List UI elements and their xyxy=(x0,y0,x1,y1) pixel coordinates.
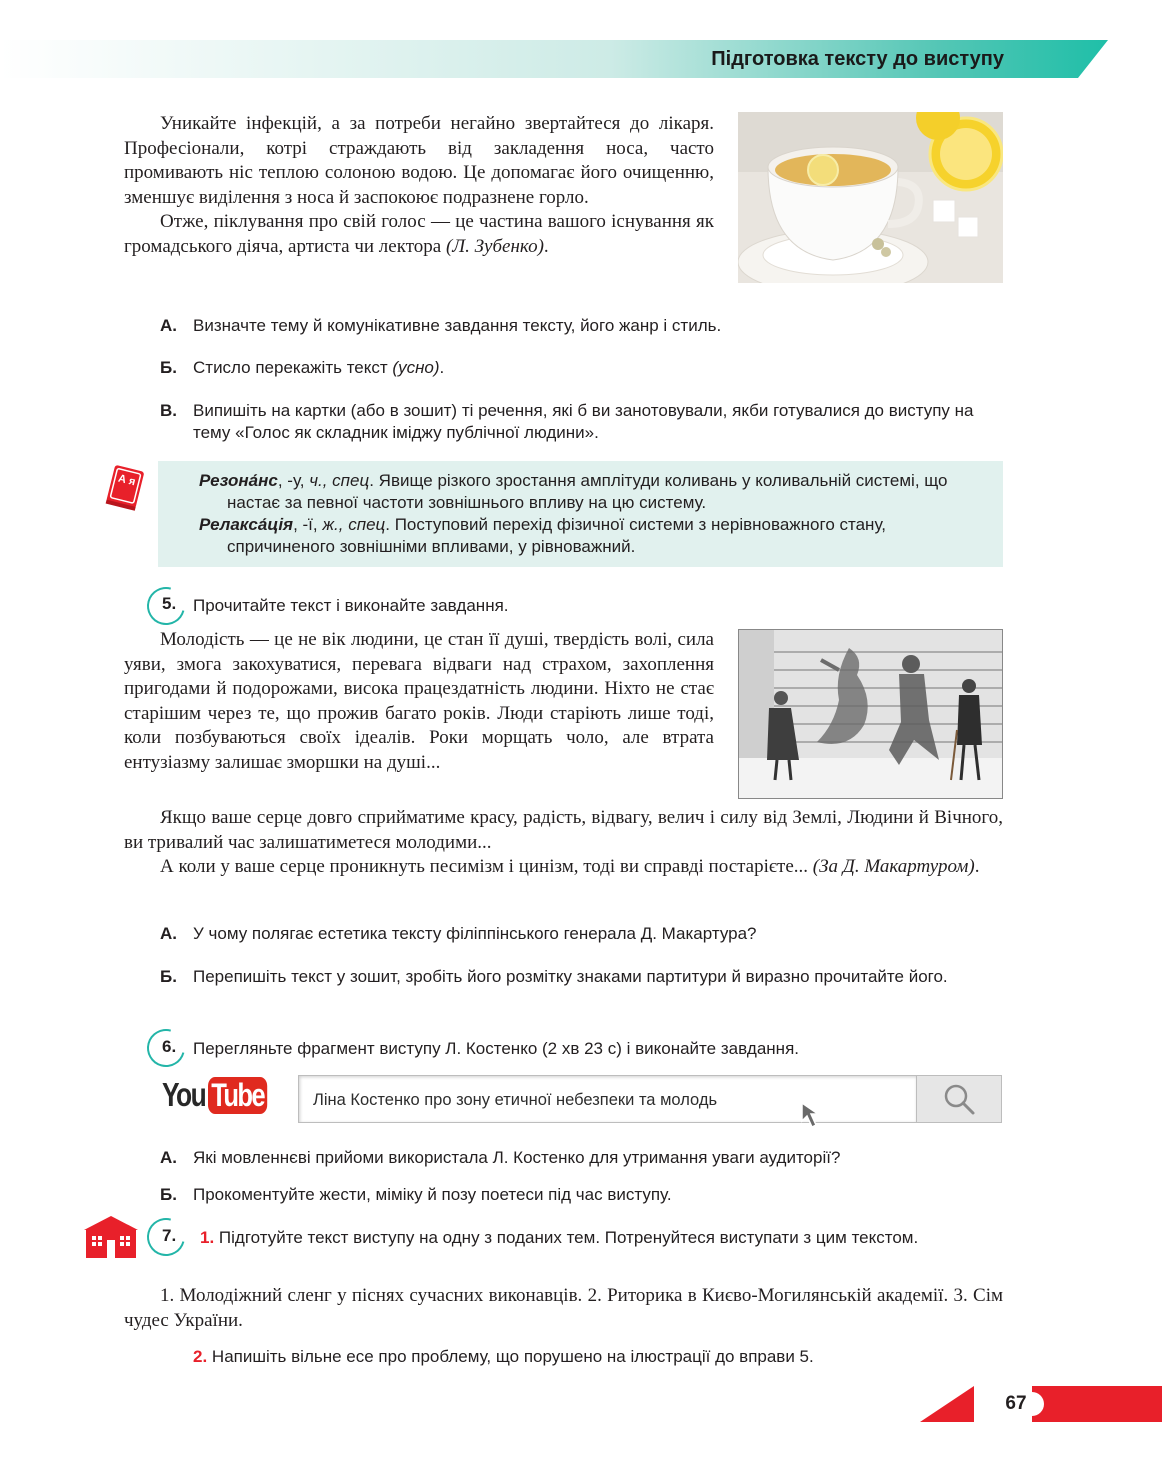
task-b-5 xyxy=(160,966,1005,988)
text-1-paragraph-2: Отже, піклування про свій голос — це частина вашого існування як громадського діяча, артиста чи лектора (Л. Зубенко). xyxy=(124,211,714,257)
task-letter: А. xyxy=(160,316,177,335)
mouse-cursor-icon xyxy=(800,1101,828,1131)
page-header-title: Підготовка тексту до виступу xyxy=(711,48,1004,70)
exercise-6-number: 6. xyxy=(162,1037,177,1056)
youtube-search-value: Ліна Костенко про зону етичної небезпеки та молодь xyxy=(313,1091,718,1109)
search-icon xyxy=(917,1076,1001,1122)
task-b-6 xyxy=(160,1184,1005,1206)
exercise-7-topics: 1. Молодіжний сленг у піснях сучасних виконавців. 2. Риторика в Києво-Могилянській академії. 3. Сім чудес України. xyxy=(124,1285,1003,1331)
youtube-search-bar xyxy=(298,1075,1002,1123)
text-2-continued xyxy=(124,806,1003,880)
youtube-logo-you: You xyxy=(162,1076,206,1113)
text-1 xyxy=(124,112,714,259)
text-2 xyxy=(124,628,714,775)
text-2-paragraph-3: А коли у ваше серце проникнуть песимізм і цинізм, тоді ви справді постарієте... (За Д. Макартуром). xyxy=(160,856,980,877)
task-text: Перепишіть текст у зошит, зробіть його розмітку знаками партитури й виразно прочитайте його. xyxy=(193,967,948,986)
exercise-5-instruction: Прочитайте текст і виконайте завдання. xyxy=(193,596,509,615)
exercise-7-number: 7. xyxy=(162,1226,177,1245)
text-2-source: (За Д. Макартуром) xyxy=(812,856,975,877)
exercise-5-number: 5. xyxy=(162,594,177,613)
dictionary-entry-relaxation: Релакса́ція, -ї, ж., спец. Поступовий перехід фізичної системи з нерівноважного стану, спричиненого зовнішніми впливами, у рівноважний. xyxy=(199,515,886,556)
task-text: Стисло перекажіть текст (усно). xyxy=(193,358,445,377)
header-band xyxy=(0,40,1108,78)
exercise-7-task-2 xyxy=(193,1346,1003,1368)
homework-house-icon xyxy=(84,1216,138,1258)
tea-with-lemon-image xyxy=(738,112,1003,283)
task-letter: Б. xyxy=(160,358,177,377)
task-letter: Б. xyxy=(160,1185,177,1204)
task-text: Визначте тему й комунікативне завдання тексту, його жанр і стиль. xyxy=(193,316,722,335)
dictionary-entry-resonance: Резона́нс, -у, ч., спец. Явище різкого зростання амплітуди коливань у коливальній системі, що настає за певної частоти зовнішнього впливу на цю систему. Релакса́ція, -ї, ж., спец. Поступовий перехід фізичної системи з нерівноважного стану, спричиненого зовнішніми впливами, у рівноважний. xyxy=(199,470,995,558)
page-number-band xyxy=(920,1386,1162,1422)
task-text: У чому полягає естетика тексту філіппінського генерала Д. Макартура? xyxy=(193,924,757,943)
task-text: Випишіть на картки (або в зошит) ті речення, які б ви занотовували, якби готувалися до виступу на тему «Голос як складник іміджу публічної людини». xyxy=(193,401,974,442)
exercise-7-task-1 xyxy=(200,1227,1002,1249)
dictionary-icon-letters: А я xyxy=(116,472,137,489)
task-letter: А. xyxy=(160,924,177,943)
dictionary-book-icon xyxy=(100,462,152,514)
task-a-1 xyxy=(160,315,1005,337)
task-text: Прокоментуйте жести, міміку й позу поетеси під час виступу. xyxy=(193,1185,672,1204)
youtube-logo-tube: Tube xyxy=(208,1077,267,1114)
text-2-paragraph-2: Якщо ваше серце довго сприйматиме красу, радість, відвагу, велич і силу від Землі, Людини й Вічного, ви тривалий час залишатиметеся молодими... xyxy=(124,807,1003,853)
task-text: Які мовленнєві прийоми використала Л. Костенко для утримання уваги аудиторії? xyxy=(193,1148,841,1167)
task-a-5 xyxy=(160,923,1005,945)
youtube-search-button[interactable] xyxy=(917,1076,1001,1122)
task-a-6 xyxy=(160,1147,1005,1169)
task-c-1 xyxy=(160,400,1005,444)
text-1-source: (Л. Зубенко) xyxy=(445,235,544,257)
exercise-6-instruction: Перегляньте фрагмент виступу Л. Костенко (2 хв 23 с) і виконайте завдання. xyxy=(193,1039,799,1058)
task-b-1 xyxy=(160,357,1005,379)
exercise-7-sub-1-number: 1. xyxy=(200,1228,215,1247)
youth-shadows-image xyxy=(738,629,1003,799)
exercise-7-sub-1-text: Підготуйте текст виступу на одну з поданих тем. Потренуйтеся виступати з цим текстом. xyxy=(218,1228,919,1247)
task-letter: Б. xyxy=(160,967,177,986)
page-number: 67 xyxy=(988,1392,1044,1416)
exercise-7-sub-2-number: 2. xyxy=(193,1347,208,1366)
youtube-logo xyxy=(162,1076,282,1120)
text-2-paragraph-1: Молодість — це не вік людини, це стан її душі, твердість волі, сила уяви, змога закохуватися, перевага відваги над страхом, захоплення пригодами й подорожами, висока працездатність людини. Ніхто не стає старішим через те, що прожив багато років. Люди старіють лише тоді, коли позбуваються своїх ідеалів. Роки морщать чоло, але втрата ентузіазму залишає зморшки на душі... xyxy=(124,629,714,773)
text-1-paragraph-1: Уникайте інфекцій, а за потреби негайно звертайтеся до лікаря. Професіонали, котрі страждають від закладення носа, часто промивають ніс теплою солоною водою. Це допомагає його очищенню, зменшує виділення з носа й заспокоює подразнене горло. xyxy=(124,113,714,208)
task-letter: В. xyxy=(160,401,177,420)
task-letter: А. xyxy=(160,1148,177,1167)
exercise-7-sub-2-text: Напишіть вільне есе про проблему, що порушено на ілюстрації до вправи 5. xyxy=(211,1347,814,1366)
